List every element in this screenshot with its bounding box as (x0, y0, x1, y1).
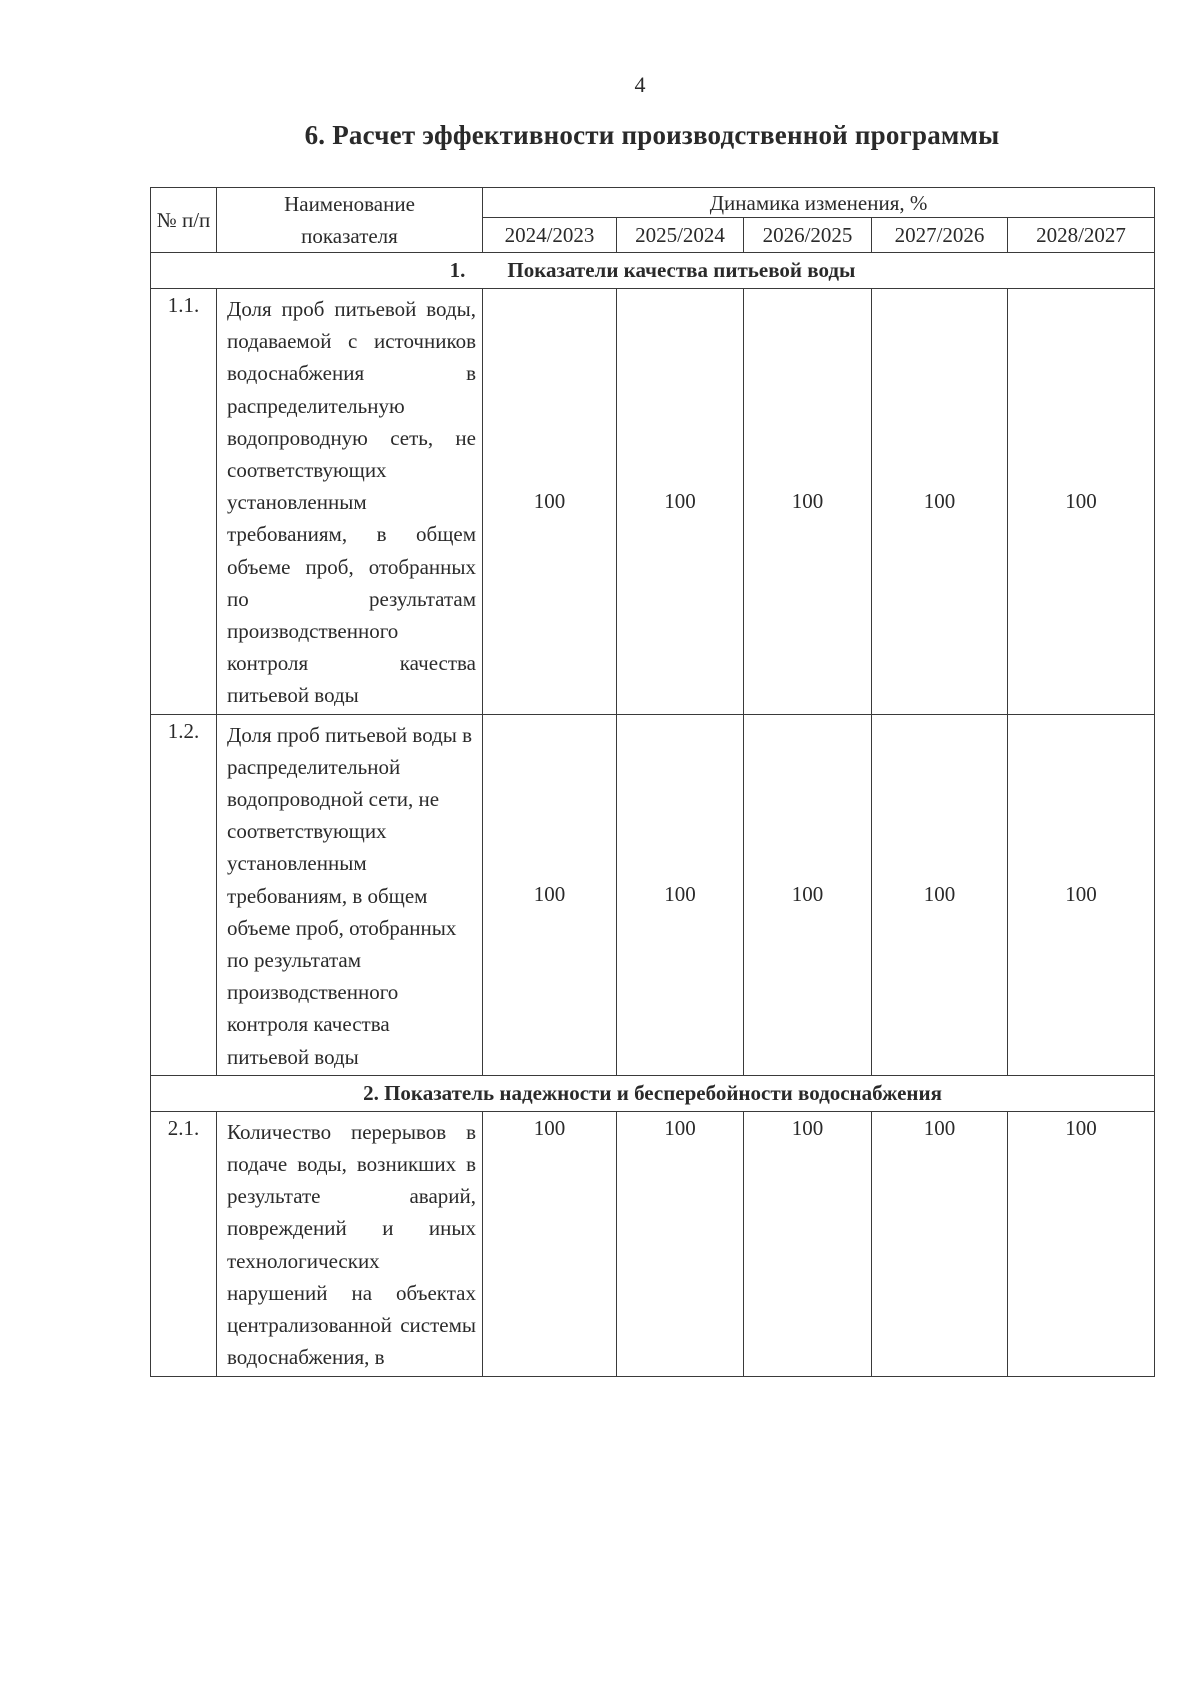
row-value: 100 (744, 1111, 872, 1376)
section-row (151, 253, 1155, 289)
header-year: 2025/2024 (617, 218, 744, 253)
header-year: 2026/2025 (744, 218, 872, 253)
page-title: 6. Расчет эффективности производственной программы (304, 120, 1000, 150)
row-value: 100 (744, 289, 872, 715)
row-value: 100 (872, 714, 1008, 1075)
row-name: Доля проб питьевой воды в распределительной водопроводной сети, не соответствующих установленным требованиям, в общем объеме проб, отобранных по результатам производственного контроля качества питьевой воды (217, 714, 483, 1075)
row-value: 100 (617, 714, 744, 1075)
row-value: 100 (617, 289, 744, 715)
table-row (151, 289, 1155, 715)
row-num: 2.1. (151, 1111, 217, 1376)
row-value: 100 (483, 289, 617, 715)
section-row (151, 1075, 1155, 1111)
table-row (151, 714, 1155, 1075)
table-row (151, 1111, 1155, 1376)
row-value: 100 (1008, 714, 1155, 1075)
header-year: 2027/2026 (872, 218, 1008, 253)
row-value: 100 (1008, 289, 1155, 715)
row-value: 100 (872, 1111, 1008, 1376)
row-name: Доля проб питьевой воды, подаваемой с источников водоснабжения в распределительную водопроводную сеть, не соответствующих установленным требованиям, в общем объеме проб, отобранных по результатам производственного контроля качества питьевой воды (217, 289, 483, 715)
row-value: 100 (483, 1111, 617, 1376)
row-name: Количество перерывов в подаче воды, возникших в результате аварий, повреждений и иных технологических нарушений на объектах централизованной системы водоснабжения, в (217, 1111, 483, 1376)
row-value: 100 (483, 714, 617, 1075)
header-row (151, 188, 1155, 218)
row-num: 1.1. (151, 289, 217, 715)
header-year: 2024/2023 (483, 218, 617, 253)
header-name: Наименование показателя (217, 188, 483, 253)
row-value: 100 (617, 1111, 744, 1376)
header-year: 2028/2027 (1008, 218, 1155, 253)
section-title: 1. Показатели качества питьевой воды (151, 253, 1155, 289)
row-value: 100 (872, 289, 1008, 715)
efficiency-table (150, 187, 1155, 1377)
row-num: 1.2. (151, 714, 217, 1075)
header-dynamics: Динамика изменения, % (483, 188, 1155, 218)
page-number: 4 (634, 72, 646, 97)
section-title: 2. Показатель надежности и бесперебойности водоснабжения (151, 1075, 1155, 1111)
header-num: № п/п (151, 188, 217, 253)
row-value: 100 (744, 714, 872, 1075)
row-value: 100 (1008, 1111, 1155, 1376)
